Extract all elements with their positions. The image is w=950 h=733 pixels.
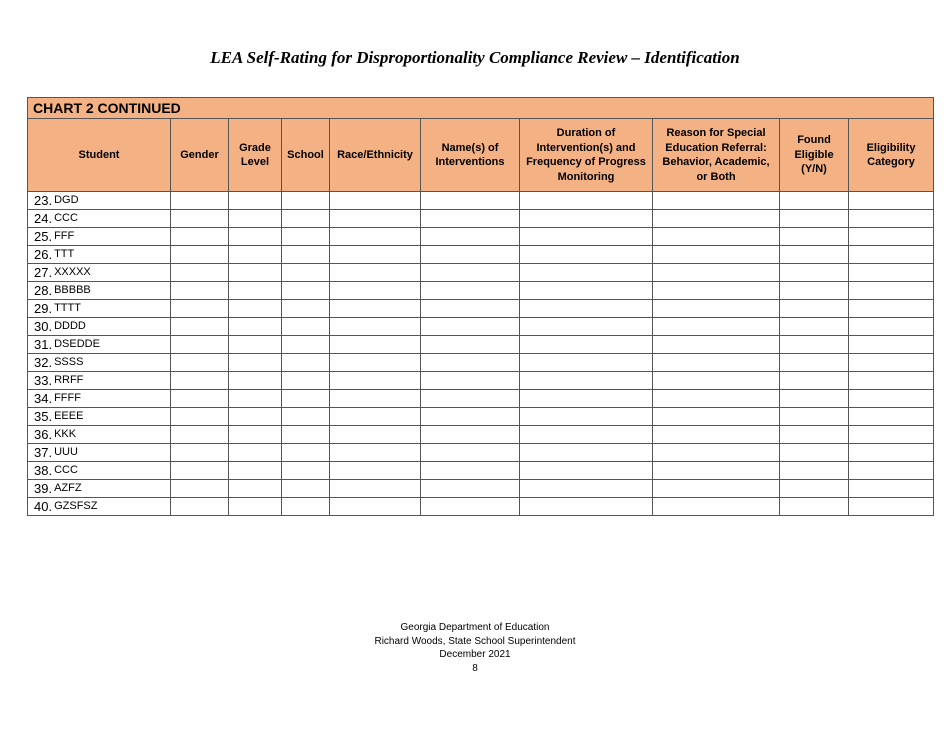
blank-cell[interactable] <box>229 372 282 390</box>
blank-cell[interactable] <box>520 498 653 516</box>
blank-cell[interactable] <box>653 264 780 282</box>
blank-cell[interactable] <box>520 192 653 210</box>
table-row <box>28 192 934 210</box>
row-number: 24. <box>34 211 53 226</box>
student-cell <box>28 282 171 300</box>
blank-cell[interactable] <box>520 336 653 354</box>
blank-cell[interactable] <box>330 210 421 228</box>
blank-cell[interactable] <box>229 426 282 444</box>
row-number: 23. <box>34 193 53 208</box>
blank-cell[interactable] <box>653 192 780 210</box>
blank-cell[interactable] <box>653 228 780 246</box>
column-header: Reason for Special Education Referral: Behavior, Academic, or Both <box>653 119 780 192</box>
document-title: LEA Self-Rating for Disproportionality Compliance Review – Identification <box>210 48 740 67</box>
blank-cell[interactable] <box>282 264 330 282</box>
table-row <box>28 462 934 480</box>
table-row <box>28 246 934 264</box>
blank-cell[interactable] <box>653 390 780 408</box>
blank-cell[interactable] <box>520 444 653 462</box>
student-cell <box>28 444 171 462</box>
table-row <box>28 444 934 462</box>
row-number: 26. <box>34 247 53 262</box>
table-row <box>28 318 934 336</box>
row-number: 32. <box>34 355 53 370</box>
footer-superintendent: Richard Woods, State School Superintendent <box>374 635 576 647</box>
row-number: 29. <box>34 301 53 316</box>
student-cell <box>28 354 171 372</box>
blank-cell[interactable] <box>421 300 520 318</box>
blank-cell[interactable] <box>653 300 780 318</box>
student-name: GZSFSZ <box>54 500 98 512</box>
blank-cell[interactable] <box>171 282 229 300</box>
column-header: Race/Ethnicity <box>330 119 421 192</box>
blank-cell[interactable] <box>330 318 421 336</box>
blank-cell[interactable] <box>282 300 330 318</box>
row-number: 37. <box>34 445 53 460</box>
blank-cell[interactable] <box>229 210 282 228</box>
blank-cell[interactable] <box>780 336 849 354</box>
blank-cell[interactable] <box>282 210 330 228</box>
blank-cell[interactable] <box>520 426 653 444</box>
table-row <box>28 390 934 408</box>
blank-cell[interactable] <box>229 264 282 282</box>
blank-cell[interactable] <box>653 444 780 462</box>
student-name: CCC <box>54 464 78 476</box>
blank-cell[interactable] <box>171 444 229 462</box>
blank-cell[interactable] <box>421 372 520 390</box>
student-cell <box>28 246 171 264</box>
blank-cell[interactable] <box>282 498 330 516</box>
blank-cell[interactable] <box>421 192 520 210</box>
blank-cell[interactable] <box>520 462 653 480</box>
blank-cell[interactable] <box>330 300 421 318</box>
blank-cell[interactable] <box>780 210 849 228</box>
row-number: 38. <box>34 463 53 478</box>
student-name: UUU <box>54 446 78 458</box>
student-cell <box>28 480 171 498</box>
table-row <box>28 372 934 390</box>
blank-cell[interactable] <box>171 300 229 318</box>
blank-cell[interactable] <box>229 390 282 408</box>
blank-cell[interactable] <box>330 390 421 408</box>
blank-cell[interactable] <box>171 318 229 336</box>
blank-cell[interactable] <box>520 372 653 390</box>
student-name: RRFF <box>54 374 84 386</box>
blank-cell[interactable] <box>653 498 780 516</box>
blank-cell[interactable] <box>849 408 934 426</box>
blank-cell[interactable] <box>653 210 780 228</box>
student-cell <box>28 372 171 390</box>
column-header: Name(s) of Interventions <box>421 119 520 192</box>
blank-cell[interactable] <box>330 246 421 264</box>
blank-cell[interactable] <box>282 390 330 408</box>
blank-cell[interactable] <box>282 408 330 426</box>
blank-cell[interactable] <box>421 264 520 282</box>
blank-cell[interactable] <box>171 462 229 480</box>
blank-cell[interactable] <box>282 228 330 246</box>
blank-cell[interactable] <box>520 282 653 300</box>
blank-cell[interactable] <box>849 426 934 444</box>
blank-cell[interactable] <box>282 336 330 354</box>
row-number: 34. <box>34 391 53 406</box>
blank-cell[interactable] <box>229 444 282 462</box>
table-row <box>28 264 934 282</box>
column-header: Gender <box>171 119 229 192</box>
blank-cell[interactable] <box>520 246 653 264</box>
row-number: 36. <box>34 427 53 442</box>
student-name: FFFF <box>54 392 81 404</box>
blank-cell[interactable] <box>849 246 934 264</box>
blank-cell[interactable] <box>171 480 229 498</box>
student-cell <box>28 408 171 426</box>
column-header: Duration of Intervention(s) and Frequency of Progress Monitoring <box>520 119 653 192</box>
blank-cell[interactable] <box>421 462 520 480</box>
page-number: 8 <box>472 662 478 674</box>
table-row <box>28 354 934 372</box>
blank-cell[interactable] <box>849 210 934 228</box>
column-header: School <box>282 119 330 192</box>
blank-cell[interactable] <box>282 318 330 336</box>
blank-cell[interactable] <box>849 318 934 336</box>
blank-cell[interactable] <box>171 408 229 426</box>
blank-cell[interactable] <box>520 408 653 426</box>
blank-cell[interactable] <box>520 300 653 318</box>
blank-cell[interactable] <box>282 192 330 210</box>
column-header: Student <box>28 119 171 192</box>
blank-cell[interactable] <box>282 426 330 444</box>
student-cell <box>28 390 171 408</box>
blank-cell[interactable] <box>330 264 421 282</box>
row-number: 39. <box>34 481 53 496</box>
row-number: 25. <box>34 229 53 244</box>
blank-cell[interactable] <box>421 480 520 498</box>
blank-cell[interactable] <box>780 354 849 372</box>
blank-cell[interactable] <box>330 354 421 372</box>
student-name: XXXXX <box>54 266 91 278</box>
row-number: 40. <box>34 499 53 514</box>
blank-cell[interactable] <box>421 336 520 354</box>
blank-cell[interactable] <box>330 480 421 498</box>
student-name: FFF <box>54 230 75 242</box>
blank-cell[interactable] <box>330 228 421 246</box>
table-row <box>28 282 934 300</box>
table-row <box>28 300 934 318</box>
blank-cell[interactable] <box>229 246 282 264</box>
student-name: AZFZ <box>54 482 82 494</box>
blank-cell[interactable] <box>282 462 330 480</box>
blank-cell[interactable] <box>229 498 282 516</box>
blank-cell[interactable] <box>780 426 849 444</box>
blank-cell[interactable] <box>849 498 934 516</box>
student-cell <box>28 300 171 318</box>
blank-cell[interactable] <box>330 282 421 300</box>
row-number: 28. <box>34 283 53 298</box>
blank-cell[interactable] <box>282 354 330 372</box>
blank-cell[interactable] <box>653 282 780 300</box>
row-number: 27. <box>34 265 53 280</box>
student-name: EEEE <box>54 410 84 422</box>
blank-cell[interactable] <box>330 498 421 516</box>
blank-cell[interactable] <box>330 426 421 444</box>
row-number: 31. <box>34 337 53 352</box>
blank-cell[interactable] <box>520 228 653 246</box>
blank-cell[interactable] <box>520 390 653 408</box>
column-header: Grade Level <box>229 119 282 192</box>
table-row <box>28 336 934 354</box>
blank-cell[interactable] <box>653 408 780 426</box>
blank-cell[interactable] <box>282 246 330 264</box>
blank-cell[interactable] <box>780 318 849 336</box>
blank-cell[interactable] <box>780 192 849 210</box>
blank-cell[interactable] <box>780 246 849 264</box>
table-body <box>28 192 934 516</box>
blank-cell[interactable] <box>282 480 330 498</box>
blank-cell[interactable] <box>229 462 282 480</box>
table-row <box>28 426 934 444</box>
blank-cell[interactable] <box>171 246 229 264</box>
student-cell <box>28 228 171 246</box>
student-name: DDDD <box>54 320 86 332</box>
table-row <box>28 498 934 516</box>
blank-cell[interactable] <box>421 444 520 462</box>
column-header-row <box>28 119 934 192</box>
blank-cell[interactable] <box>849 462 934 480</box>
footer-organization: Georgia Department of Education <box>400 622 550 633</box>
blank-cell[interactable] <box>849 300 934 318</box>
blank-cell[interactable] <box>229 408 282 426</box>
blank-cell[interactable] <box>330 372 421 390</box>
blank-cell[interactable] <box>171 336 229 354</box>
blank-cell[interactable] <box>780 372 849 390</box>
blank-cell[interactable] <box>229 318 282 336</box>
chart-heading: CHART 2 CONTINUED <box>28 98 934 119</box>
blank-cell[interactable] <box>653 336 780 354</box>
blank-cell[interactable] <box>849 444 934 462</box>
student-cell <box>28 462 171 480</box>
blank-cell[interactable] <box>229 228 282 246</box>
blank-cell[interactable] <box>330 336 421 354</box>
blank-cell[interactable] <box>421 390 520 408</box>
blank-cell[interactable] <box>780 444 849 462</box>
blank-cell[interactable] <box>421 246 520 264</box>
blank-cell[interactable] <box>653 372 780 390</box>
student-name: TTT <box>54 248 75 260</box>
blank-cell[interactable] <box>780 390 849 408</box>
blank-cell[interactable] <box>849 228 934 246</box>
student-name: KKK <box>54 428 77 440</box>
blank-cell[interactable] <box>653 246 780 264</box>
blank-cell[interactable] <box>171 264 229 282</box>
blank-cell[interactable] <box>171 498 229 516</box>
blank-cell[interactable] <box>229 336 282 354</box>
blank-cell[interactable] <box>229 480 282 498</box>
blank-cell[interactable] <box>171 192 229 210</box>
blank-cell[interactable] <box>849 282 934 300</box>
blank-cell[interactable] <box>653 354 780 372</box>
blank-cell[interactable] <box>282 444 330 462</box>
blank-cell[interactable] <box>849 264 934 282</box>
blank-cell[interactable] <box>282 282 330 300</box>
blank-cell[interactable] <box>653 480 780 498</box>
table-row <box>28 210 934 228</box>
blank-cell[interactable] <box>171 210 229 228</box>
blank-cell[interactable] <box>780 408 849 426</box>
blank-cell[interactable] <box>171 228 229 246</box>
column-header: Found Eligible (Y/N) <box>780 119 849 192</box>
footer-date: December 2021 <box>439 649 511 660</box>
page-footer <box>0 621 950 675</box>
blank-cell[interactable] <box>520 354 653 372</box>
blank-cell[interactable] <box>780 480 849 498</box>
student-cell <box>28 264 171 282</box>
blank-cell[interactable] <box>421 210 520 228</box>
blank-cell[interactable] <box>780 498 849 516</box>
blank-cell[interactable] <box>520 264 653 282</box>
blank-cell[interactable] <box>229 354 282 372</box>
student-name: CCC <box>54 212 78 224</box>
blank-cell[interactable] <box>421 498 520 516</box>
blank-cell[interactable] <box>330 462 421 480</box>
table-row <box>28 480 934 498</box>
blank-cell[interactable] <box>780 462 849 480</box>
blank-cell[interactable] <box>520 480 653 498</box>
blank-cell[interactable] <box>653 462 780 480</box>
student-name: TTTT <box>54 302 81 314</box>
blank-cell[interactable] <box>330 192 421 210</box>
blank-cell[interactable] <box>229 282 282 300</box>
blank-cell[interactable] <box>849 354 934 372</box>
blank-cell[interactable] <box>171 426 229 444</box>
blank-cell[interactable] <box>520 318 653 336</box>
blank-cell[interactable] <box>171 372 229 390</box>
blank-cell[interactable] <box>171 354 229 372</box>
blank-cell[interactable] <box>421 228 520 246</box>
column-header: Eligibility Category <box>849 119 934 192</box>
student-chart-table <box>27 97 934 516</box>
row-number: 35. <box>34 409 53 424</box>
blank-cell[interactable] <box>653 318 780 336</box>
student-cell <box>28 426 171 444</box>
student-name: DGD <box>54 194 79 206</box>
blank-cell[interactable] <box>849 336 934 354</box>
blank-cell[interactable] <box>849 480 934 498</box>
row-number: 30. <box>34 319 53 334</box>
student-cell <box>28 318 171 336</box>
blank-cell[interactable] <box>421 408 520 426</box>
blank-cell[interactable] <box>780 282 849 300</box>
blank-cell[interactable] <box>780 228 849 246</box>
row-number: 33. <box>34 373 53 388</box>
blank-cell[interactable] <box>849 192 934 210</box>
blank-cell[interactable] <box>653 426 780 444</box>
blank-cell[interactable] <box>229 300 282 318</box>
blank-cell[interactable] <box>421 282 520 300</box>
blank-cell[interactable] <box>849 372 934 390</box>
blank-cell[interactable] <box>330 408 421 426</box>
student-cell <box>28 192 171 210</box>
blank-cell[interactable] <box>171 390 229 408</box>
blank-cell[interactable] <box>849 390 934 408</box>
blank-cell[interactable] <box>780 300 849 318</box>
blank-cell[interactable] <box>421 354 520 372</box>
student-name: BBBBB <box>54 284 91 296</box>
blank-cell[interactable] <box>520 210 653 228</box>
table-row <box>28 408 934 426</box>
blank-cell[interactable] <box>229 192 282 210</box>
blank-cell[interactable] <box>780 264 849 282</box>
student-cell <box>28 498 171 516</box>
student-cell <box>28 336 171 354</box>
student-name: DSEDDE <box>54 338 100 350</box>
blank-cell[interactable] <box>421 318 520 336</box>
table-row <box>28 228 934 246</box>
blank-cell[interactable] <box>282 372 330 390</box>
student-cell <box>28 210 171 228</box>
student-name: SSSS <box>54 356 84 368</box>
blank-cell[interactable] <box>330 444 421 462</box>
blank-cell[interactable] <box>421 426 520 444</box>
